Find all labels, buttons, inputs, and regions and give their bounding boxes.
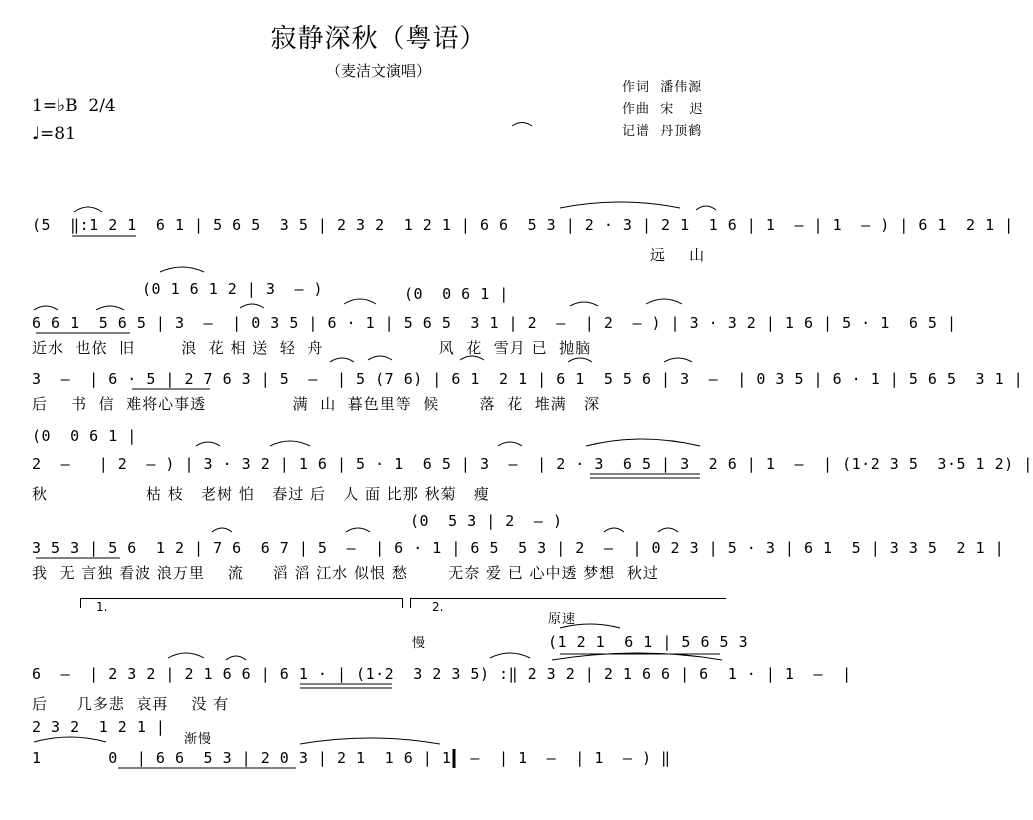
- slur-row5-c: [604, 528, 624, 532]
- score-row-6-notes: 6 – | 2 3 2 | 2 1 6 6 | 6 1 · | (1·2 3 2 3 5) :‖ 2 3 2 | 2 1 6 6 | 6 1 · | 1 – |: [32, 665, 852, 683]
- score-row-3-lyrics: 后 书 信 难将心事透 满 山 暮色里等 候 落 花 堆满 深: [32, 395, 601, 413]
- score-row-4-notes: 2 – | 2 – ) | 3 · 3 2 | 1 6 | 5 · 1 6 5 | 3 – | 2 · 3 6 5 | 3 2 6 | 1 – | (1·2 3 5 3·5 1 2) |: [32, 455, 1033, 473]
- score-row-7-above: 2 3 2 1 2 1 |: [32, 718, 166, 736]
- score-row-2-above-2: (0 0 6 1 |: [404, 285, 509, 303]
- lyricist-credit: 作词 潘伟源: [622, 80, 703, 95]
- slur-row2-above: [160, 267, 204, 272]
- tie-row7-b: [300, 738, 440, 744]
- slur-row3-c: [460, 356, 484, 360]
- score-row-1-lyrics: 远 山: [650, 246, 706, 264]
- slur-row3-b: [368, 356, 392, 360]
- slur-row6-above: [560, 624, 620, 628]
- score-row-3-notes: 3 – | 6 · 5 | 2 7 6 3 | 5 – | 5 (7 6) | 6 1 2 1 | 6 1 5 5 6 | 3 – | 0 3 5 | 6 · 1 | 5 6 5 3 1 |: [32, 370, 1024, 388]
- slur-row2-f: [646, 299, 682, 304]
- score-row-2-above-1: (0 1 6 1 2 | 3 – ): [142, 280, 324, 298]
- score-row-7-notes: 1 0 | 6 6 5 3 | 2 0 3 | 2 1 1 6 | 1 – | 1 – | 1 – ) ‖: [32, 749, 671, 767]
- score-row-5-notes: 3 5 3 | 5 6 1 2 | 7 6 6 7 | 5 – | 6 · 1 | 6 5 5 3 | 2 – | 0 2 3 | 5 · 3 | 6 1 5 | 3 3 5 2 1 |: [32, 539, 1005, 557]
- score-row-6-above: (1 2 1 6 1 | 5 6 5 3: [548, 633, 749, 651]
- slur-row4-a: [196, 442, 220, 446]
- volta-1-label: 1.: [96, 600, 108, 614]
- original-tempo-mark: 原速: [548, 612, 577, 627]
- slur-row2-e: [570, 302, 598, 306]
- slur-row6-c: [490, 653, 530, 658]
- slur-row6-a: [168, 653, 204, 658]
- tempo-marking: ♩=81: [32, 124, 76, 144]
- composer-credit: 作曲 宋 迟: [622, 102, 704, 117]
- score-row-6-lyrics: 后 几多悲 哀再 没 有: [32, 695, 230, 713]
- slur-row3-a: [330, 358, 354, 362]
- slur-row2-c: [240, 304, 264, 308]
- slur-row4-c: [498, 442, 522, 446]
- slur-row5-a: [212, 528, 232, 532]
- transcriber-credit: 记谱 丹顶鹤: [622, 124, 703, 139]
- slur-row6-b: [226, 656, 246, 660]
- tie-row7-a: [34, 737, 106, 742]
- slur-row1-a: [74, 207, 102, 212]
- slur-row5-d: [658, 528, 678, 532]
- score-row-4-above: (0 0 6 1 |: [32, 427, 137, 445]
- slur-row2-a: [34, 306, 58, 310]
- song-subtitle: （麦洁文演唱）: [325, 62, 431, 80]
- gradually-slower-mark: 渐慢: [184, 732, 213, 747]
- slur-row5-b: [346, 528, 370, 532]
- volta-2-label: 2.: [432, 600, 444, 614]
- key-signature: 1=♭B 2/4: [32, 96, 116, 116]
- slur-row1-c: [696, 206, 716, 210]
- score-row-5-above: (0 5 3 | 2 – ): [410, 512, 563, 530]
- slur-row3-d: [568, 358, 592, 362]
- slow-mark: 慢: [412, 636, 427, 651]
- slur-row1-b: [560, 202, 680, 208]
- decorative-slur: [512, 123, 532, 127]
- slur-row4-b: [270, 441, 310, 446]
- score-row-5-lyrics: 我 无 言独 看波 浪万里 流 滔 滔 江水 似恨 愁 无奈 爱 已 心中透 梦想 秋过: [32, 564, 659, 582]
- score-row-4-lyrics: 秋 枯 枝 老树 怕 春过 后 人 面 比那 秋菊 瘦: [32, 485, 490, 503]
- score-row-2-lyrics: 近水 也依 旧 浪 花 相 送 轻 舟 风 花 雪月 已 抛脑: [32, 339, 592, 357]
- score-row-2-notes: 6 6 1 5 6 5 | 3 – | 0 3 5 | 6 · 1 | 5 6 5 3 1 | 2 – | 2 – ) | 3 · 3 2 | 1 6 | 5 · 1 6 5 |: [32, 314, 957, 332]
- score-row-1-notes: (5 ‖:1 2 1 6 1 | 5 6 5 3 5 | 2 3 2 1 2 1 | 6 6 5 3 | 2 · 3 | 2 1 1 6 | 1 – | 1 – ) | 6 1 2 1 |: [32, 216, 1014, 234]
- slur-row2-d: [344, 299, 376, 304]
- slur-row4-d: [586, 439, 700, 446]
- slur-row3-e: [664, 358, 692, 362]
- song-title: 寂静深秋（粤语）: [270, 24, 487, 54]
- slur-row2-b: [96, 306, 124, 310]
